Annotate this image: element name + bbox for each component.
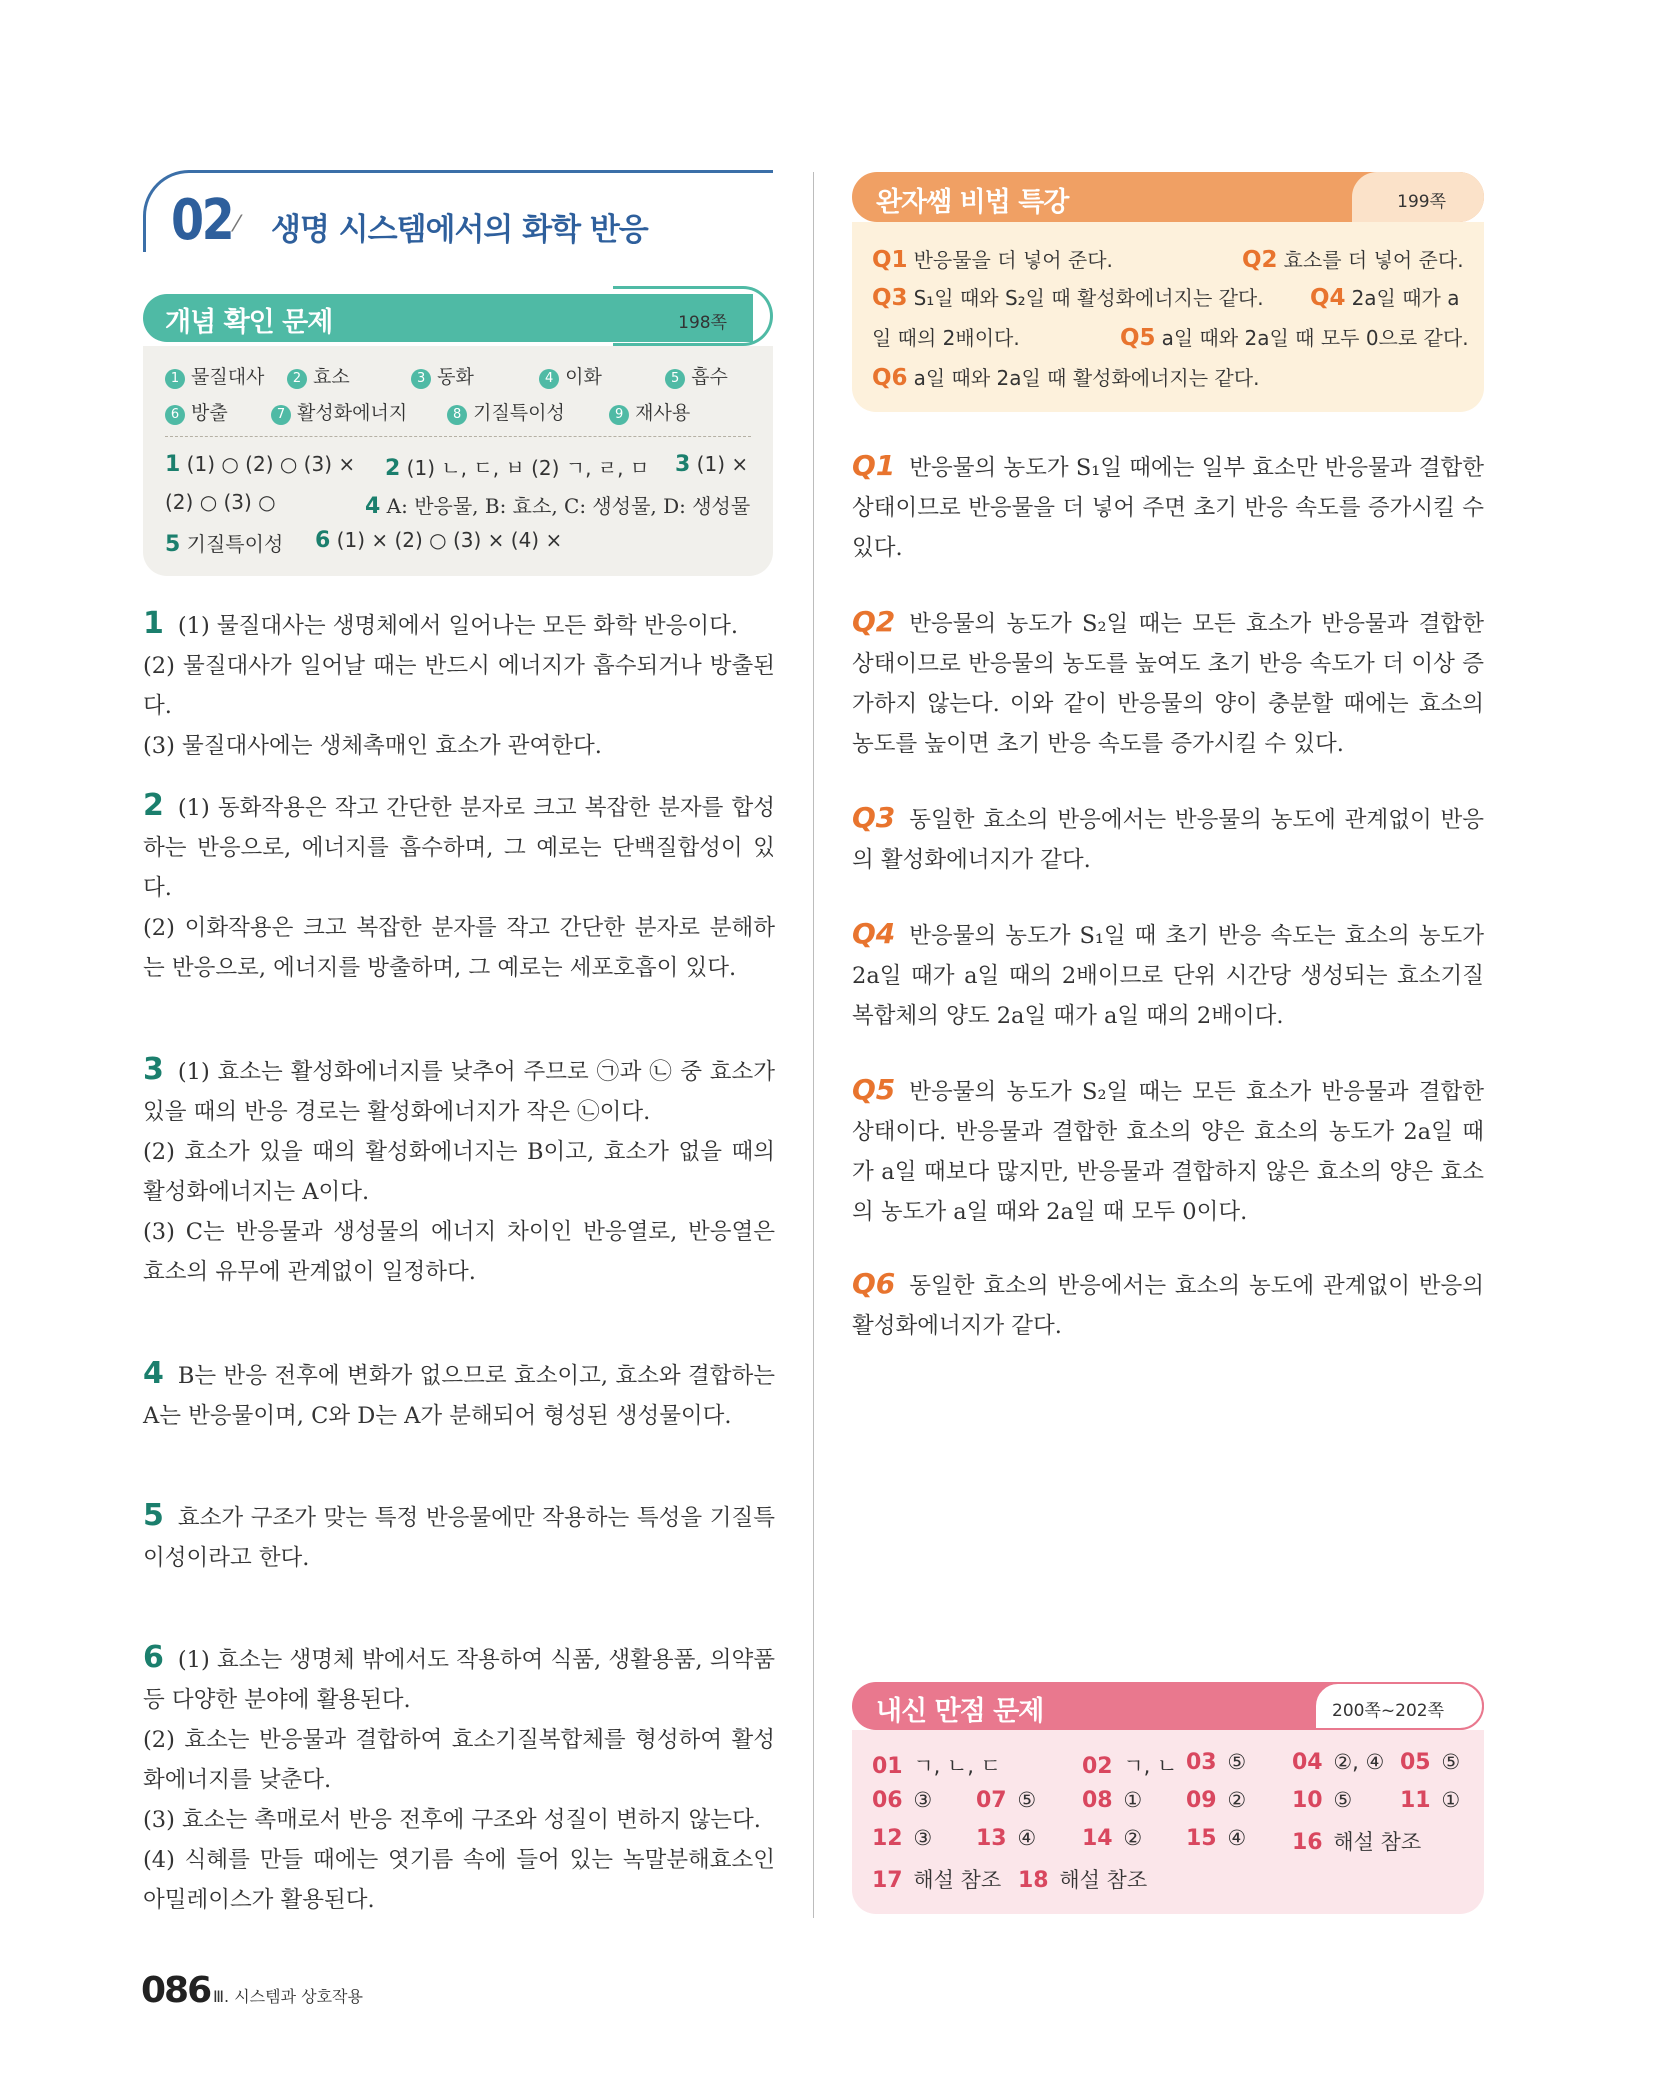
tip-explanation-q3: Q3 동일한 효소의 반응에서는 반응물의 농도에 관계없이 반응의 활성화에너지가 같다. xyxy=(852,801,1484,873)
answer-3: 3 (1) × xyxy=(675,452,749,477)
keyword-item: 2 효소 xyxy=(287,362,405,389)
explanation-4: 4 B는 반응 전후에 변화가 없으므로 효소이고, 효소와 결합하는 A는 반응물이며, C와 D는 A가 분해되어 형성된 생성물이다. xyxy=(143,1356,775,1429)
tips-label: 완자쌤 비법 특강 xyxy=(876,187,1069,218)
naesin-answer: 08 ① xyxy=(1082,1788,1143,1813)
answer-6: 6 (1) × (2) ○ (3) × (4) × xyxy=(315,528,563,553)
explanation-5: 5 효소가 구조가 맞는 특정 반응물에만 작용하는 특성을 기질특이성이라고 한다. xyxy=(143,1498,775,1571)
naesin-answer: 01 ㄱ, ㄴ, ㄷ xyxy=(872,1754,1001,1779)
keyword-item: 4 이화 xyxy=(539,362,659,389)
answer-1: 1 (1) ○ (2) ○ (3) × xyxy=(165,452,356,477)
naesin-answer: 14 ② xyxy=(1082,1826,1143,1851)
concept-answer-box xyxy=(143,346,773,576)
tip-q1: Q1 반응물을 더 넣어 준다. xyxy=(872,247,1113,273)
keyword-row-2 xyxy=(165,398,690,425)
tips-header xyxy=(852,172,1484,222)
section-header xyxy=(143,170,775,252)
naesin-label: 내신 만점 문제 xyxy=(876,1696,1044,1727)
explanation-3: 3 (1) 효소는 활성화에너지를 낮추어 주므로 ㉠과 ㉡ 중 효소가 있을 때의 반응 경로는 활성화에너지가 작은 ㉡이다. (2) 효소가 있을 때의 활성화에너지는 B이고, 효소가 없을 때의 활성화에너지는 A이다. (3) C는 반응물과 생성물의 에너지 차이인 반응열로, 반응열은 효소의 유무에 관계없이 일정하다. xyxy=(143,1052,775,1285)
naesin-answer-box xyxy=(852,1730,1484,1914)
concept-page: 198쪽 xyxy=(678,313,727,333)
tip-q5: Q5 a일 때와 2a일 때 모두 0으로 같다. xyxy=(1120,325,1469,351)
naesin-answer: 12 ③ xyxy=(872,1826,933,1851)
keyword-item: 1 물질대사 xyxy=(165,362,281,389)
concept-label: 개념 확인 문제 xyxy=(165,307,333,338)
naesin-answer: 03 ⑤ xyxy=(1186,1750,1247,1775)
naesin-answer: 15 ④ xyxy=(1186,1826,1247,1851)
answer-2: 2 (1) ㄴ, ㄷ, ㅂ (2) ㄱ, ㄹ, ㅁ xyxy=(385,456,650,481)
keyword-item: 7 활성화에너지 xyxy=(271,398,441,425)
tip-explanation-q1: Q1 반응물의 농도가 S₁일 때에는 일부 효소만 반응물과 결합한 상태이므로 반응물을 더 넣어 주면 초기 반응 속도를 증가시킬 수 있다. xyxy=(852,449,1484,561)
tip-explanation-q4: Q4 반응물의 농도가 S₁일 때 초기 반응 속도는 효소의 농도가 2a일 때가 a일 때의 2배이므로 단위 시간당 생성되는 효소기질복합체의 양도 2a일 때가 a일 때의 2배이다. xyxy=(852,917,1484,1029)
tip-q3: Q3 S₁일 때와 S₂일 때 활성화에너지는 같다. xyxy=(872,285,1264,311)
slash-divider: ⁄ xyxy=(235,212,239,237)
naesin-answer: 16 해설 참조 xyxy=(1292,1830,1422,1855)
keyword-item: 5 흡수 xyxy=(665,362,728,389)
answer-4: 4 A: 반응물, B: 효소, C: 생성물, D: 생성물 xyxy=(365,494,751,519)
keyword-item: 9 재사용 xyxy=(609,398,690,425)
explanation-1: 1 (1) 물질대사는 생명체에서 일어나는 모든 화학 반응이다. (2) 물질대사가 일어날 때는 반드시 에너지가 흡수되거나 방출된다. (3) 물질대사에는 생체촉매인 효소가 관여한다. xyxy=(143,606,775,759)
naesin-header xyxy=(852,1682,1484,1730)
tip-q6: Q6 a일 때와 2a일 때 활성화에너지는 같다. xyxy=(872,365,1260,391)
tips-box xyxy=(852,222,1484,412)
keyword-item: 8 기질특이성 xyxy=(447,398,603,425)
section-title: 생명 시스템에서의 화학 반응 xyxy=(271,212,648,248)
tip-explanation-q2: Q2 반응물의 농도가 S₂일 때는 모든 효소가 반응물과 결합한 상태이므로 반응물의 농도를 높여도 초기 반응 속도가 더 이상 증가하지 않는다. 이와 같이 반응물의 양이 충분할 때에는 효소의 농도를 높이면 초기 반응 속도를 증가시킬 수 있다. xyxy=(852,605,1484,757)
keyword-item: 3 동화 xyxy=(411,362,533,389)
naesin-answer: 05 ⑤ xyxy=(1400,1750,1461,1775)
tip-q2: Q2 효소를 더 넣어 준다. xyxy=(1242,247,1464,273)
tip-q4-cont: 일 때의 2배이다. xyxy=(872,326,1020,350)
naesin-answer: 07 ⑤ xyxy=(976,1788,1037,1813)
page-number: 086 xyxy=(141,1970,211,2011)
answer-3-cont: (2) ○ (3) ○ xyxy=(165,490,276,514)
dashed-divider xyxy=(165,436,751,437)
naesin-answer: 17 해설 참조 xyxy=(872,1868,1002,1893)
naesin-answer: 09 ② xyxy=(1186,1788,1247,1813)
naesin-answer: 10 ⑤ xyxy=(1292,1788,1353,1813)
naesin-answer: 04 ②, ④ xyxy=(1292,1750,1385,1775)
naesin-answer: 11 ① xyxy=(1400,1788,1461,1813)
keyword-item: 6 방출 xyxy=(165,398,265,425)
section-number: 02 xyxy=(171,188,233,253)
naesin-page: 200쪽~202쪽 xyxy=(1332,1701,1444,1721)
column-divider xyxy=(813,172,814,1918)
explanation-6: 6 (1) 효소는 생명체 밖에서도 작용하여 식품, 생활용품, 의약품 등 다양한 분야에 활용된다. (2) 효소는 반응물과 결합하여 효소기질복합체를 형성하여 활성화에너지를 낮춘다. (3) 효소는 촉매로서 반응 전후에 구조와 성질이 변하지 않는다. (4) 식혜를 만들 때에는 엿기름 속에 들어 있는 녹말분해효소인 아밀레이스가 활용된다. xyxy=(143,1640,775,1913)
chapter-label: Ⅲ. 시스템과 상호작용 xyxy=(213,1987,363,2006)
concept-check-header xyxy=(143,294,773,342)
tip-explanation-q5: Q5 반응물의 농도가 S₂일 때는 모든 효소가 반응물과 결합한 상태이다. 반응물과 결합한 효소의 양은 효소의 농도가 2a일 때가 a일 때보다 많지만, 반응물과 결합하지 않은 효소의 양은 효소의 농도가 a일 때와 2a일 때 모두 0이다. xyxy=(852,1073,1484,1225)
naesin-answer: 06 ③ xyxy=(872,1788,933,1813)
keyword-row-1 xyxy=(165,362,728,389)
tips-page: 199쪽 xyxy=(1397,192,1446,212)
answer-5: 5 기질특이성 xyxy=(165,532,284,557)
tip-q4: Q4 2a일 때가 a xyxy=(1310,285,1460,311)
naesin-answer: 13 ④ xyxy=(976,1826,1037,1851)
naesin-answer: 02 ㄱ, ㄴ xyxy=(1082,1754,1178,1779)
explanation-2: 2 (1) 동화작용은 작고 간단한 분자로 크고 복잡한 분자를 합성하는 반응으로, 에너지를 흡수하며, 그 예로는 단백질합성이 있다. (2) 이화작용은 크고 복잡한 분자를 작고 간단한 분자로 분해하는 반응으로, 에너지를 방출하며, 그 예로는 세포호흡이 있다. xyxy=(143,788,775,981)
tip-explanation-q6: Q6 동일한 효소의 반응에서는 효소의 농도에 관계없이 반응의 활성화에너지가 같다. xyxy=(852,1267,1484,1339)
naesin-answer: 18 해설 참조 xyxy=(1018,1868,1148,1893)
